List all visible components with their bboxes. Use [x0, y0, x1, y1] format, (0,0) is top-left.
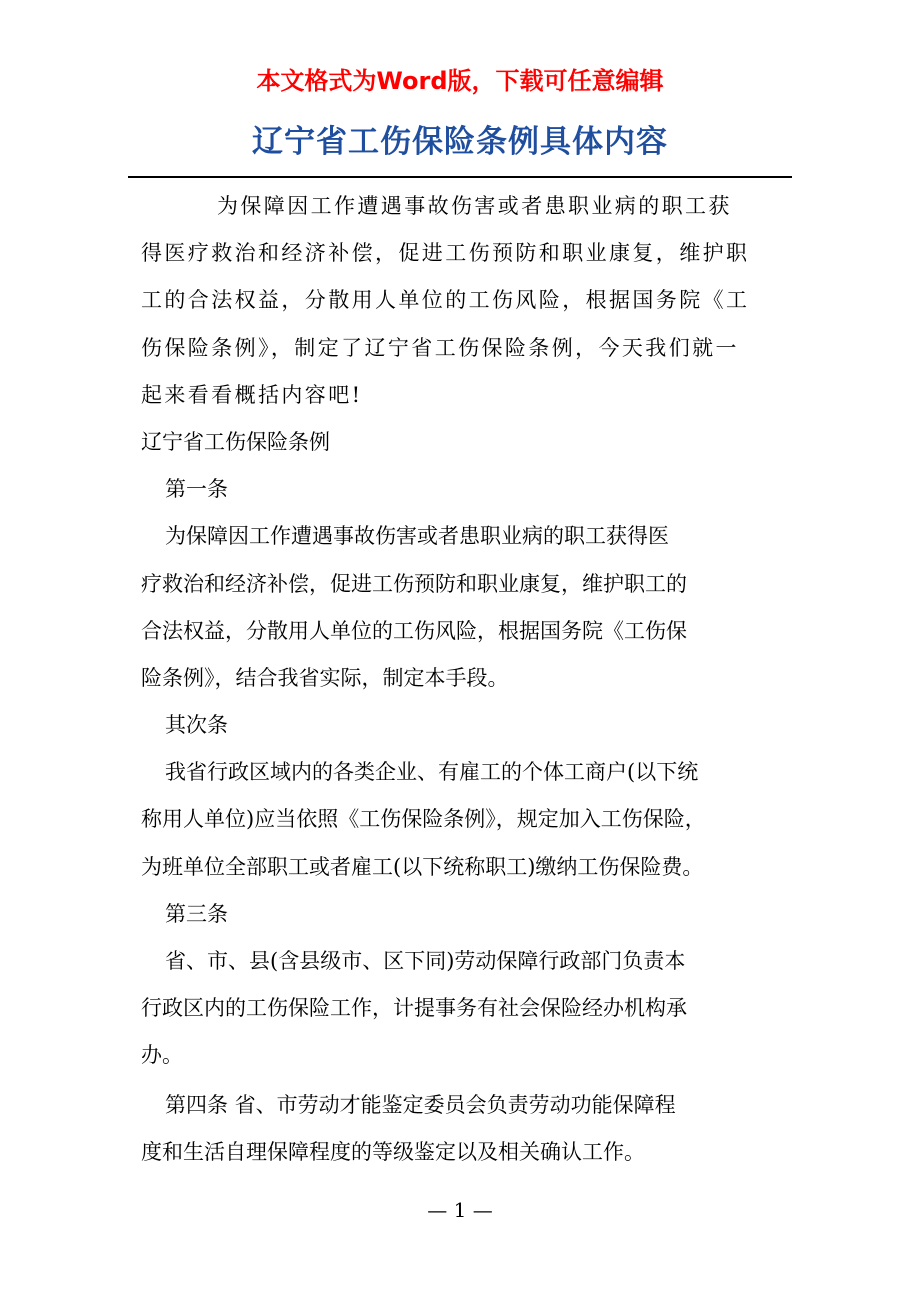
article-line: 办。 — [141, 1043, 183, 1068]
section-heading: 辽宁省工伤保险条例 — [141, 429, 330, 454]
article-heading: 第一条 — [165, 477, 228, 502]
article-line: 疗救治和经济补偿，促进工伤预防和职业康复，维护职工的 — [141, 571, 687, 596]
article-line: 合法权益，分散用人单位的工伤风险，根据国务院《工伤保 — [141, 618, 687, 643]
intro-line: 得医疗救治和经济补偿，促进工伤预防和职业康复，维护职 — [141, 241, 750, 266]
intro-line: 工的合法权益，分散用人单位的工伤风险，根据国务院《工 — [141, 288, 750, 313]
article-heading: 其次条 — [165, 713, 228, 738]
article-line: 为保障因工作遭遇事故伤害或者患职业病的职工获得医 — [165, 524, 669, 549]
page-number: — 1 — — [427, 1198, 493, 1222]
article-line: 我省行政区域内的各类企业、有雇工的个体工商户(以下统 — [165, 760, 699, 785]
article-line: 度和生活自理保障程度的等级鉴定以及相关确认工作。 — [141, 1139, 645, 1164]
article-heading: 第三条 — [165, 901, 228, 926]
article-line: 省、市、县(含县级市、区下同)劳动保障行政部门负责本 — [165, 949, 686, 973]
intro-line: 起来看看概括内容吧! — [141, 382, 363, 407]
title-divider — [128, 176, 792, 178]
intro-line: 伤保险条例》，制定了辽宁省工伤保险条例，今天我们就一 — [141, 335, 739, 360]
article-line: 为班单位全部职工或者雇工(以下统称职工)缴纳工伤保险费。 — [141, 854, 704, 879]
page-title: 辽宁省工伤保险条例具体内容 — [252, 124, 668, 160]
document-body — [141, 183, 781, 1176]
article-line: 第四条 省、市劳动才能鉴定委员会负责劳动功能保障程 — [165, 1092, 676, 1117]
article-line: 险条例》，结合我省实际，制定本手段。 — [141, 665, 509, 690]
intro-line: 为保障因工作遭遇事故伤害或者患职业病的职工获 — [217, 194, 732, 218]
article-line: 行政区内的工伤保险工作，计提事务有社会保险经办机构承 — [141, 996, 687, 1021]
editable-notice-banner: 本文格式为Word版，下载可任意编辑 — [256, 67, 664, 95]
article-line: 称用人单位)应当依照《工伤保险条例》，规定加入工伤保险， — [141, 807, 706, 832]
